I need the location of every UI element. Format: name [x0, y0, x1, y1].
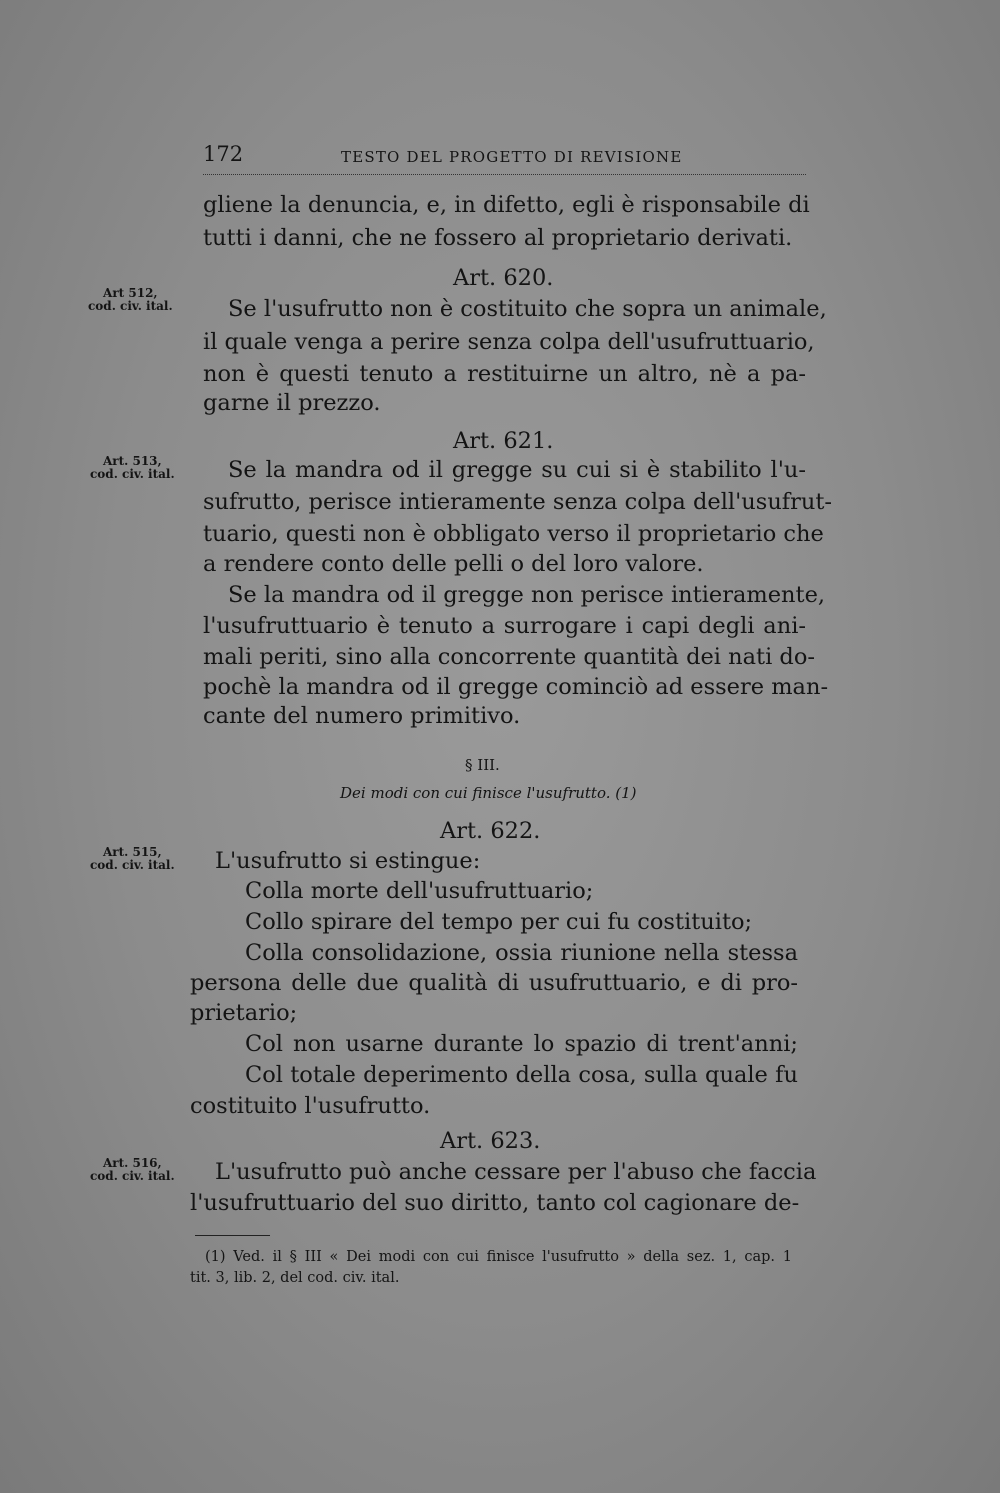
text-line: il quale venga a perire senza colpa dell'usufruttuario,: [203, 329, 815, 355]
margin-note: Art 512, cod. civ. ital.: [88, 286, 173, 313]
footnote-rule: [195, 1235, 270, 1236]
running-head: [203, 140, 806, 175]
text-line: sufrutto, perisce intieramente senza colpa dell'usufrut-: [203, 489, 833, 515]
text-line: tuario, questi non è obbligato verso il proprietario che: [203, 521, 824, 547]
text-line: Colla consolidazione, ossia riunione nella stessa: [245, 940, 798, 966]
text-line: persona delle due qualità di usufruttuario, e di pro-: [190, 970, 798, 996]
article-heading: Art. 621.: [453, 428, 554, 454]
text-line: a rendere conto delle pelli o del loro valore.: [203, 551, 704, 577]
text-line: l'usufruttuario è tenuto a surrogare i capi degli ani-: [203, 613, 806, 639]
section-title: Dei modi con cui finisce l'usufrutto. (1): [340, 784, 637, 802]
section-number: § III.: [465, 756, 500, 774]
running-title: TESTO DEL PROGETTO DI REVISIONE: [341, 148, 683, 166]
text-line: cante del numero primitivo.: [203, 703, 521, 729]
text-line: non è questi tenuto a restituirne un altro, nè a pa-: [203, 361, 806, 387]
text-line: prietario;: [190, 1000, 298, 1026]
text-line: L'usufrutto si estingue:: [215, 848, 481, 874]
text-line: Colla morte dell'usufruttuario;: [245, 878, 594, 904]
text-line: gliene la denuncia, e, in difetto, egli è risponsabile di: [203, 192, 810, 218]
text-line: garne il prezzo.: [203, 390, 381, 416]
margin-note: Art. 513, cod. civ. ital.: [90, 454, 175, 481]
footnote-line: (1) Ved. il § III « Dei modi con cui finisce l'usufrutto » della sez. 1, cap. 1: [205, 1249, 792, 1265]
text-line: Se la mandra od il gregge non perisce intieramente,: [228, 582, 826, 608]
article-heading: Art. 623.: [440, 1128, 541, 1154]
text-line: Se la mandra od il gregge su cui si è stabilito l'u-: [228, 457, 806, 483]
margin-note: Art. 515, cod. civ. ital.: [90, 845, 175, 872]
text-line: Collo spirare del tempo per cui fu costituito;: [245, 909, 753, 935]
text-line: pochè la mandra od il gregge cominciò ad essere man-: [203, 674, 829, 700]
footnote-line: tit. 3, lib. 2, del cod. civ. ital.: [190, 1270, 400, 1286]
text-line: l'usufruttuario del suo diritto, tanto col cagionare de-: [190, 1190, 800, 1216]
page-number: 172: [203, 142, 244, 166]
margin-note: Art. 516, cod. civ. ital.: [90, 1156, 175, 1183]
text-line: L'usufrutto può anche cessare per l'abuso che faccia: [215, 1159, 817, 1185]
text-line: costituito l'usufrutto.: [190, 1093, 431, 1119]
text-line: mali periti, sino alla concorrente quantità dei nati do-: [203, 644, 815, 670]
text-line: tutti i danni, che ne fossero al proprietario derivati.: [203, 225, 793, 251]
text-line: Col totale deperimento della cosa, sulla quale fu: [245, 1062, 798, 1088]
article-heading: Art. 622.: [440, 818, 541, 844]
text-line: Se l'usufrutto non è costituito che sopra un animale,: [228, 296, 827, 322]
text-line: Col non usarne durante lo spazio di trent'anni;: [245, 1031, 798, 1057]
article-heading: Art. 620.: [453, 265, 554, 291]
